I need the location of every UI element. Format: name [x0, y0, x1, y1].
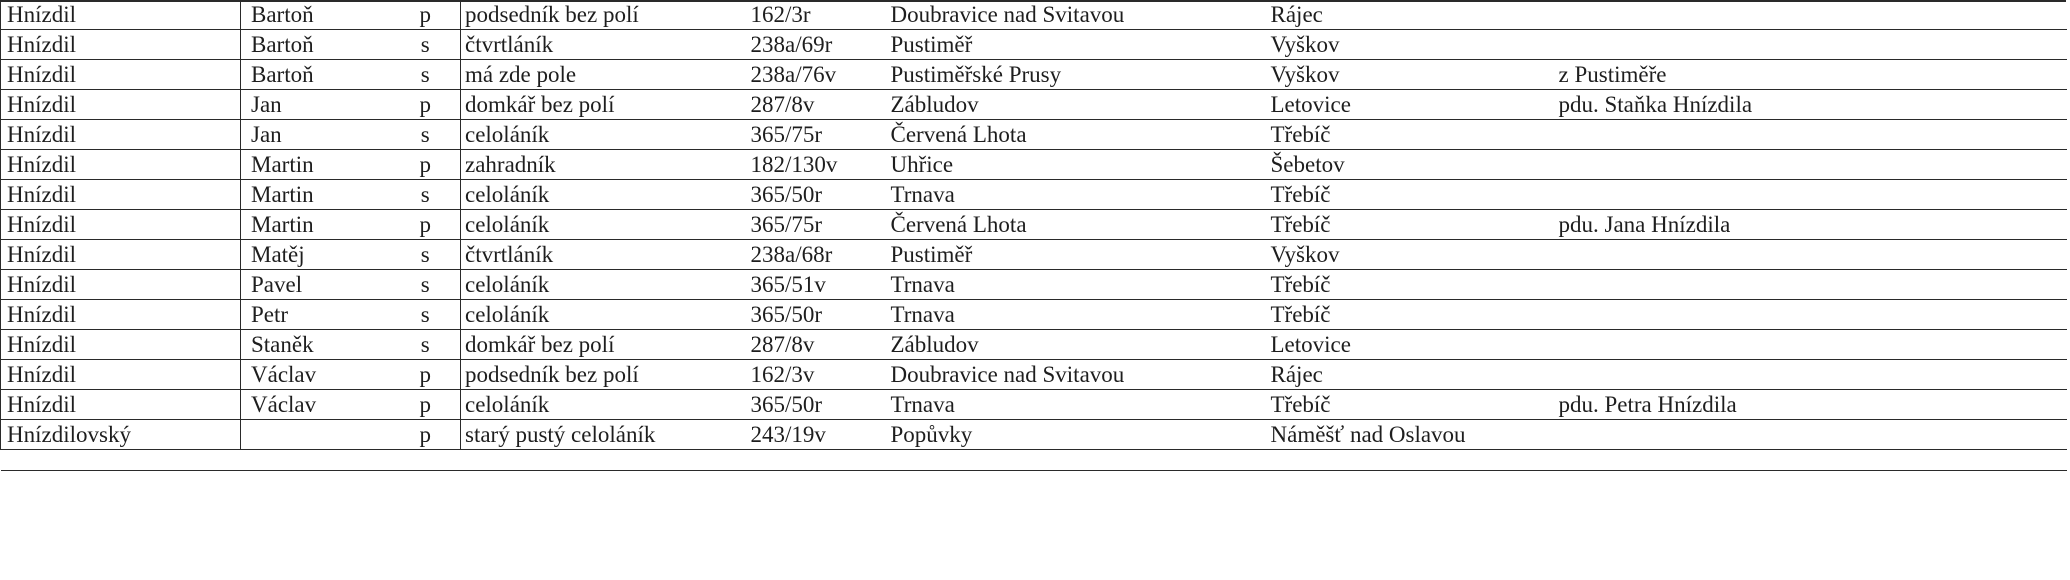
holding-cell: celoláník: [461, 210, 751, 240]
surname-cell: Hnízdilovský: [1, 420, 241, 450]
village-cell: Pustiměřské Prusy: [887, 60, 1267, 90]
surname-cell: Hnízdil: [1, 30, 241, 60]
record-type-cell: s: [391, 180, 461, 210]
record-type-cell: p: [391, 90, 461, 120]
table-row: [1, 240, 2067, 270]
table-row-cut-off: [1, 450, 2067, 471]
folio-cell: 365/75r: [751, 120, 887, 150]
village-cell: Pustiměř: [887, 30, 1267, 60]
record-type-cell: p: [391, 390, 461, 420]
estate-cell: Třebíč: [1267, 300, 1557, 330]
folio-cell: 238a/68r: [751, 240, 887, 270]
note-cell: [1557, 0, 2067, 30]
given-name-cell: Václav: [241, 360, 391, 390]
surname-cell: Hnízdil: [1, 330, 241, 360]
note-cell: [1557, 420, 2067, 450]
holding-cell: čtvrtláník: [461, 30, 751, 60]
empty-cell: [1557, 450, 2067, 471]
holding-cell: domkář bez polí: [461, 330, 751, 360]
record-type-cell: s: [391, 60, 461, 90]
empty-cell: [1, 450, 241, 471]
estate-cell: Třebíč: [1267, 210, 1557, 240]
village-cell: Popůvky: [887, 420, 1267, 450]
surname-cell: Hnízdil: [1, 300, 241, 330]
folio-cell: 365/50r: [751, 390, 887, 420]
estate-cell: Třebíč: [1267, 390, 1557, 420]
record-type-cell: s: [391, 240, 461, 270]
note-cell: pdu. Petra Hnízdila: [1557, 390, 2067, 420]
surname-cell: Hnízdil: [1, 120, 241, 150]
given-name-cell: Petr: [241, 300, 391, 330]
note-cell: [1557, 270, 2067, 300]
holding-cell: podsedník bez polí: [461, 360, 751, 390]
given-name-cell: Bartoň: [241, 60, 391, 90]
given-name-cell: Pavel: [241, 270, 391, 300]
given-name-cell: Martin: [241, 210, 391, 240]
village-cell: Uhřice: [887, 150, 1267, 180]
folio-cell: 162/3v: [751, 360, 887, 390]
note-cell: [1557, 330, 2067, 360]
village-cell: Zábludov: [887, 330, 1267, 360]
note-cell: [1557, 120, 2067, 150]
table-row: [1, 90, 2067, 120]
estate-cell: Vyškov: [1267, 30, 1557, 60]
folio-cell: 365/50r: [751, 300, 887, 330]
estate-cell: Letovice: [1267, 90, 1557, 120]
record-type-cell: p: [391, 360, 461, 390]
folio-cell: 162/3r: [751, 0, 887, 30]
surname-cell: Hnízdil: [1, 0, 241, 30]
record-type-cell: s: [391, 300, 461, 330]
given-name-cell: Martin: [241, 180, 391, 210]
folio-cell: 287/8v: [751, 90, 887, 120]
holding-cell: zahradník: [461, 150, 751, 180]
folio-cell: 365/50r: [751, 180, 887, 210]
holding-cell: má zde pole: [461, 60, 751, 90]
table-row: [1, 30, 2067, 60]
table-row: [1, 420, 2067, 450]
estate-cell: Náměšť nad Oslavou: [1267, 420, 1557, 450]
table-row: [1, 210, 2067, 240]
folio-cell: 365/51v: [751, 270, 887, 300]
empty-cell: [1267, 450, 1557, 471]
village-cell: Červená Lhota: [887, 120, 1267, 150]
village-cell: Pustiměř: [887, 240, 1267, 270]
village-cell: Trnava: [887, 390, 1267, 420]
estate-cell: Třebíč: [1267, 120, 1557, 150]
village-cell: Zábludov: [887, 90, 1267, 120]
estate-cell: Rájec: [1267, 360, 1557, 390]
village-cell: Trnava: [887, 300, 1267, 330]
note-cell: [1557, 180, 2067, 210]
given-name-cell: Bartoň: [241, 30, 391, 60]
empty-cell: [241, 450, 391, 471]
given-name-cell: Václav: [241, 390, 391, 420]
folio-cell: 287/8v: [751, 330, 887, 360]
holding-cell: celoláník: [461, 180, 751, 210]
estate-cell: Rájec: [1267, 0, 1557, 30]
table-row: [1, 150, 2067, 180]
given-name-cell: Staněk: [241, 330, 391, 360]
note-cell: pdu. Jana Hnízdila: [1557, 210, 2067, 240]
given-name-cell: Jan: [241, 120, 391, 150]
surname-cell: Hnízdil: [1, 240, 241, 270]
surname-cell: Hnízdil: [1, 210, 241, 240]
holding-cell: čtvrtláník: [461, 240, 751, 270]
holding-cell: celoláník: [461, 390, 751, 420]
table-row: [1, 60, 2067, 90]
estate-cell: Letovice: [1267, 330, 1557, 360]
note-cell: pdu. Staňka Hnízdila: [1557, 90, 2067, 120]
estate-cell: Třebíč: [1267, 180, 1557, 210]
estate-cell: Šebetov: [1267, 150, 1557, 180]
holding-cell: domkář bez polí: [461, 90, 751, 120]
record-type-cell: p: [391, 150, 461, 180]
note-cell: z Pustiměře: [1557, 60, 2067, 90]
folio-cell: 182/130v: [751, 150, 887, 180]
record-type-cell: p: [391, 210, 461, 240]
estate-cell: Vyškov: [1267, 240, 1557, 270]
village-cell: Trnava: [887, 270, 1267, 300]
village-cell: Červená Lhota: [887, 210, 1267, 240]
surname-cell: Hnízdil: [1, 150, 241, 180]
surname-cell: Hnízdil: [1, 270, 241, 300]
given-name-cell: Jan: [241, 90, 391, 120]
folio-cell: 238a/76v: [751, 60, 887, 90]
note-cell: [1557, 150, 2067, 180]
village-cell: Doubravice nad Svitavou: [887, 0, 1267, 30]
village-cell: Trnava: [887, 180, 1267, 210]
table-row: [1, 390, 2067, 420]
record-type-cell: p: [391, 0, 461, 30]
record-type-cell: s: [391, 270, 461, 300]
village-cell: Doubravice nad Svitavou: [887, 360, 1267, 390]
holding-cell: podsedník bez polí: [461, 0, 751, 30]
given-name-cell: Bartoň: [241, 0, 391, 30]
folio-cell: 238a/69r: [751, 30, 887, 60]
record-type-cell: s: [391, 330, 461, 360]
holding-cell: starý pustý celoláník: [461, 420, 751, 450]
table-row: [1, 0, 2067, 30]
holding-cell: celoláník: [461, 120, 751, 150]
record-type-cell: s: [391, 30, 461, 60]
empty-cell: [391, 450, 461, 471]
table-row: [1, 120, 2067, 150]
surname-cell: Hnízdil: [1, 390, 241, 420]
surname-cell: Hnízdil: [1, 180, 241, 210]
note-cell: [1557, 240, 2067, 270]
table-row: [1, 300, 2067, 330]
estate-cell: Třebíč: [1267, 270, 1557, 300]
table-row: [1, 180, 2067, 210]
note-cell: [1557, 300, 2067, 330]
empty-cell: [887, 450, 1267, 471]
record-type-cell: s: [391, 120, 461, 150]
folio-cell: 365/75r: [751, 210, 887, 240]
estate-cell: Vyškov: [1267, 60, 1557, 90]
surname-cell: Hnízdil: [1, 360, 241, 390]
folio-cell: 243/19v: [751, 420, 887, 450]
surname-cell: Hnízdil: [1, 90, 241, 120]
given-name-cell: [241, 420, 391, 450]
note-cell: [1557, 360, 2067, 390]
empty-cell: [461, 450, 751, 471]
surname-cell: Hnízdil: [1, 60, 241, 90]
given-name-cell: Martin: [241, 150, 391, 180]
table-row: [1, 330, 2067, 360]
register-body: [1, 0, 2067, 471]
note-cell: [1557, 30, 2067, 60]
empty-cell: [751, 450, 887, 471]
table-row: [1, 360, 2067, 390]
given-name-cell: Matěj: [241, 240, 391, 270]
record-type-cell: p: [391, 420, 461, 450]
table-row: [1, 270, 2067, 300]
holding-cell: celoláník: [461, 300, 751, 330]
holding-cell: celoláník: [461, 270, 751, 300]
